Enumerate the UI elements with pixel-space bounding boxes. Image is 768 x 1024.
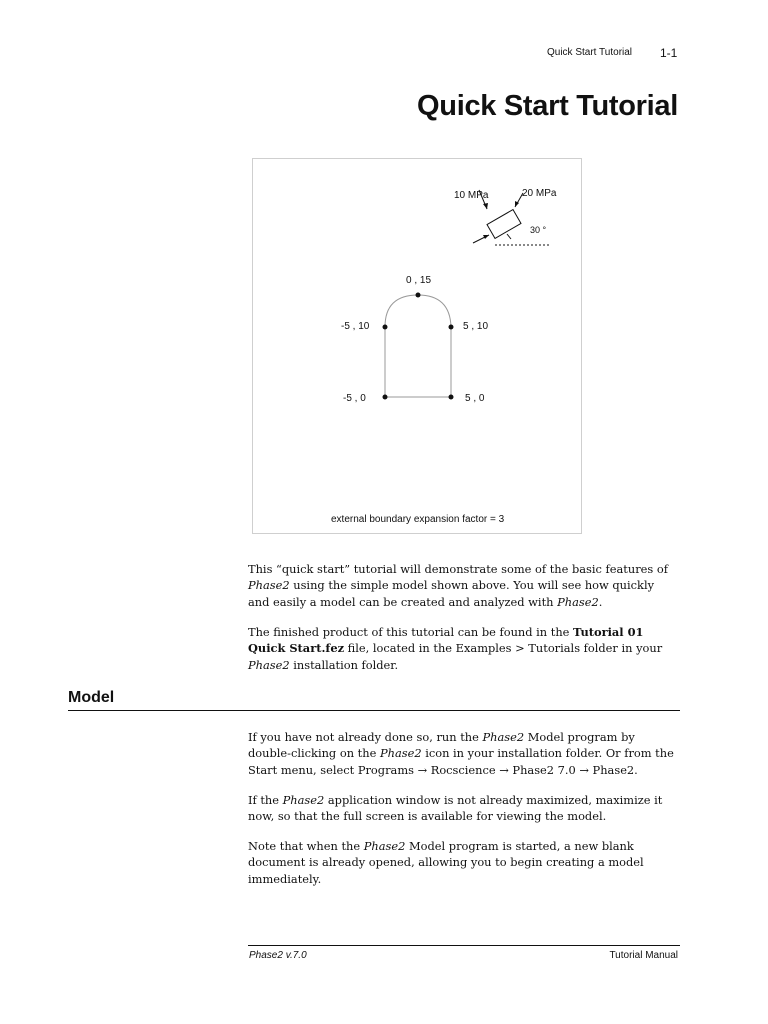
text-run: This “quick start” tutorial will demonstrate some of the basic features of <box>248 562 668 576</box>
excavation-outline <box>341 275 488 404</box>
text-run: and easily a model can be created and analyzed with <box>248 594 558 609</box>
page-number: 1-1 <box>660 46 678 60</box>
text-run: . <box>598 594 603 609</box>
model-paragraph-3 <box>248 838 688 887</box>
file-name: Quick Start.fez <box>248 641 345 656</box>
excavation-arch <box>385 295 451 327</box>
text-run: application window is not already maximized, maximize it <box>324 793 663 807</box>
figure-caption: external boundary expansion factor = 3 <box>331 514 505 525</box>
angle-label: 30 ° <box>530 225 547 235</box>
product-name: Phase2 <box>379 746 422 761</box>
angle-tick <box>507 234 511 239</box>
model-figure <box>252 158 582 534</box>
product-name: Phase2 <box>282 793 325 807</box>
vertex-point <box>383 395 388 400</box>
text-run: Model program is started, a new blank <box>405 839 634 853</box>
section-heading-model: Model <box>68 689 115 706</box>
arrowhead <box>483 203 488 209</box>
stress-label-10mpa: 10 MPa <box>454 190 489 201</box>
model-paragraph-1 <box>248 729 688 778</box>
running-header-title: Quick Start Tutorial <box>547 47 633 58</box>
text-run: If the <box>248 793 283 807</box>
vertex-label: -5 , 0 <box>343 393 366 404</box>
file-name: Tutorial 01 <box>573 625 644 639</box>
text-run: installation folder. <box>289 657 399 672</box>
product-name: Phase2 <box>363 839 406 853</box>
vertex-label: 0 , 15 <box>406 275 432 286</box>
text-run: If you have not already done so, run the <box>248 730 483 744</box>
text-run: The finished product of this tutorial can be found in the <box>248 625 574 639</box>
vertex-point <box>383 325 388 330</box>
vertex-point <box>449 325 454 330</box>
product-name: Phase2 <box>248 657 290 672</box>
intro-paragraph-1 <box>248 561 688 610</box>
text-run: Note that when the <box>248 839 364 853</box>
text-run: using the simple model shown above. You will see how quickly <box>289 578 655 593</box>
footer-divider <box>248 945 680 946</box>
text-run: Model program by <box>524 730 635 744</box>
model-diagram <box>253 159 583 535</box>
text-run: file, located in the Examples > Tutorials folder in your <box>344 641 663 656</box>
footer-manual-name: Tutorial Manual <box>609 950 678 961</box>
text-run: icon in your installation folder. Or from the <box>421 746 674 761</box>
vertex-label: -5 , 10 <box>341 321 370 332</box>
text-run: double-clicking on the <box>248 746 380 761</box>
page-title: Quick Start Tutorial <box>417 90 678 122</box>
footer-version: Phase2 v.7.0 <box>249 950 307 961</box>
product-name: Phase2 <box>557 594 599 609</box>
product-name: Phase2 <box>482 730 525 744</box>
vertex-point <box>449 395 454 400</box>
vertex-point <box>416 293 421 298</box>
text-run: immediately. <box>248 871 322 886</box>
section-divider <box>68 710 680 711</box>
text-run: now, so that the full screen is available for viewing the model. <box>248 809 607 824</box>
text-run: document is already opened, allowing you to begin creating a model <box>248 855 644 870</box>
intro-paragraph-2 <box>248 624 688 673</box>
text-run: Start menu, select Programs → Rocscience → Phase2 7.0 → Phase2. <box>248 762 638 777</box>
vertex-label: 5 , 10 <box>463 321 489 332</box>
stress-block <box>487 210 521 239</box>
product-name: Phase2 <box>248 578 290 593</box>
stress-label-20mpa: 20 MPa <box>522 188 557 199</box>
vertex-label: 5 , 0 <box>465 393 485 404</box>
model-paragraph-2 <box>248 792 688 825</box>
stress-element <box>454 188 557 245</box>
